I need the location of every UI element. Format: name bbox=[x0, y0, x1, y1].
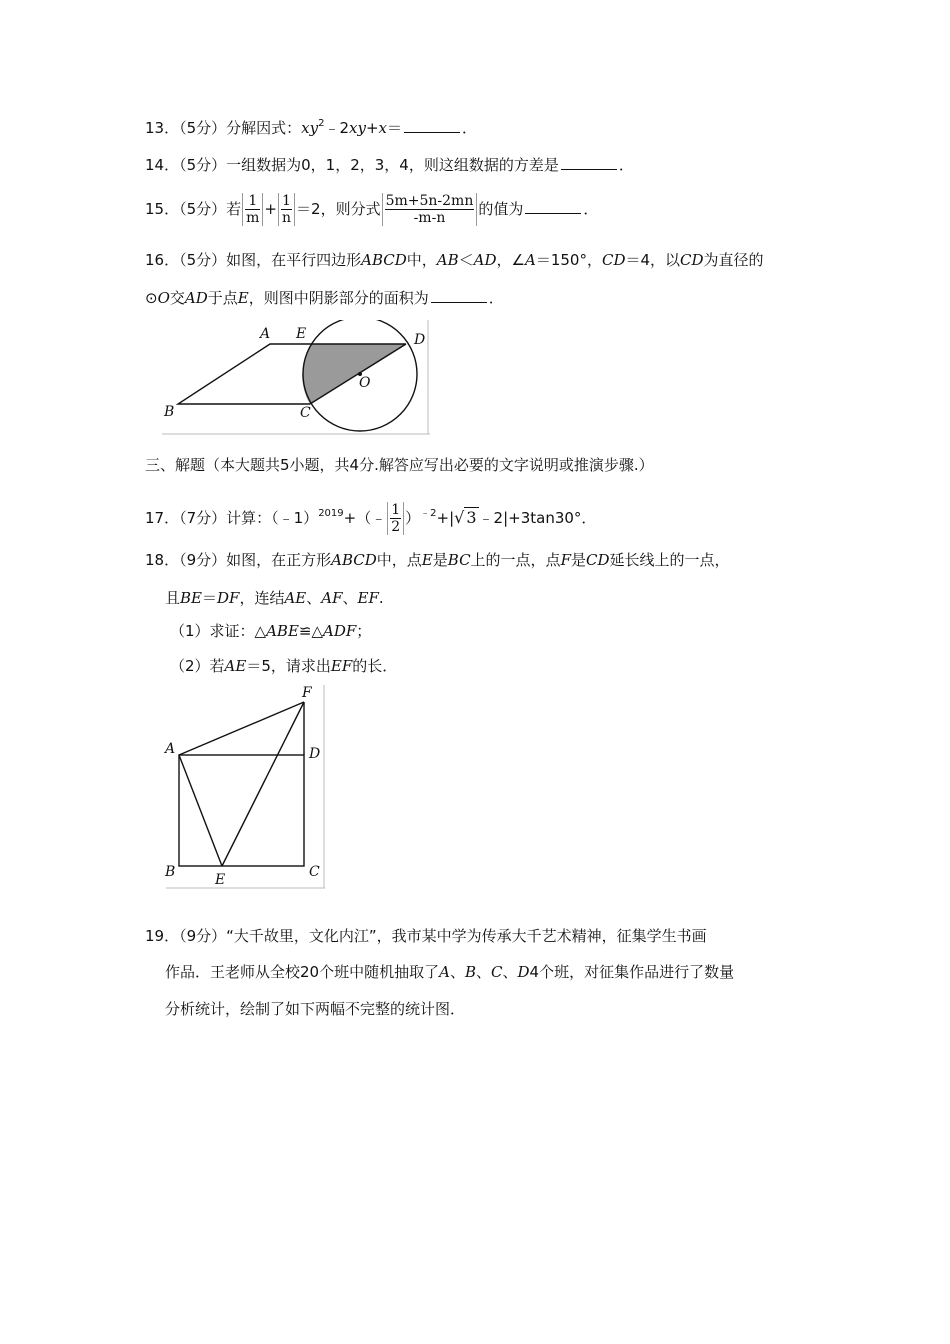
sqrt-3: √ 3 bbox=[454, 508, 477, 527]
svg-text:O: O bbox=[359, 375, 371, 391]
svg-text:C: C bbox=[300, 405, 311, 421]
question-18-line-2: 且BE＝DF，连结AE、AF、EF. bbox=[165, 589, 384, 607]
svg-text:E: E bbox=[215, 872, 226, 888]
fraction-1-over-n: $\frac{1}{n}$ bbox=[278, 193, 295, 226]
q18-number: 18． bbox=[145, 551, 180, 569]
q15-number: 15． bbox=[145, 200, 180, 218]
fraction-expression: $\frac{5m+5n-2mn}{-m-n}$ bbox=[382, 193, 478, 226]
svg-text:B: B bbox=[165, 864, 176, 880]
question-15: 15．（5分）若 $\frac{1}{m}$ + $\frac{1}{n}$ ＝2，则分式 $\frac{5m+5n-2mn}{-m-n}$ 的值为 ． bbox=[145, 193, 599, 226]
answer-blank[interactable] bbox=[404, 118, 460, 133]
answer-blank[interactable] bbox=[561, 155, 617, 170]
section-3-heading: 三、解题（本大题共5小题，共4分.解答应写出必要的文字说明或推演步骤.） bbox=[145, 456, 654, 474]
question-18-line-1: 18．（9分）如图，在正方形ABCD中，点E是BC上的一点，点F是CD延长线上的一点， bbox=[145, 551, 730, 569]
svg-text:C: C bbox=[309, 864, 320, 880]
fraction-1-over-m: $\frac{1}{m}$ bbox=[242, 193, 263, 226]
question-18-part-2: （2）若AE＝5，请求出EF的长． bbox=[170, 657, 398, 675]
svg-text:E: E bbox=[296, 326, 307, 342]
q13-number: 13． bbox=[145, 119, 180, 137]
answer-blank[interactable] bbox=[525, 199, 581, 214]
q16-figure bbox=[160, 320, 435, 442]
q19-number: 19． bbox=[145, 927, 180, 945]
question-16-line-1: 16．（5分）如图，在平行四边形ABCD中，AB＜AD，∠A＝150°，CD＝4，以CD为直径的 bbox=[145, 251, 764, 269]
svg-text:D: D bbox=[414, 332, 426, 348]
svg-text:A: A bbox=[165, 741, 176, 757]
answer-blank[interactable] bbox=[431, 288, 487, 303]
question-14: 14．（5分）一组数据为0，1，2，3，4，则这组数据的方差是 ． bbox=[145, 156, 634, 174]
question-17: 17．（7分）计算：（﹣1）$^{2019}$+（﹣ $\frac{1}{2}$ ）$^{﹣2}$+|√ 3 ﹣2|+3tan30°． bbox=[145, 502, 597, 535]
q14-number: 14． bbox=[145, 156, 180, 174]
question-16-line-2: ⊙O交AD于点E，则图中阴影部分的面积为 ． bbox=[145, 289, 504, 307]
question-18-part-1: （1）求证：△ABE≌△ADF； bbox=[170, 622, 372, 640]
fraction-half: $\frac{1}{2}$ bbox=[387, 502, 404, 535]
q18-figure bbox=[160, 683, 330, 895]
svg-text:A: A bbox=[260, 326, 271, 342]
svg-text:F: F bbox=[302, 685, 312, 701]
svg-text:B: B bbox=[164, 404, 175, 420]
question-13: 13．（5分）分解因式：$xy^2﹣2xy+x=$ ． bbox=[145, 118, 478, 137]
question-19-line-2: 作品．王老师从全校20个班中随机抽取了A、B、C、D4个班，对征集作品进行了数量 bbox=[165, 963, 735, 981]
square-abcd bbox=[179, 755, 304, 866]
question-19-line-3: 分析统计，绘制了如下两幅不完整的统计图． bbox=[165, 1000, 466, 1018]
question-19-line-1: 19．（9分）“大千故里，文化内江”，我市某中学为传承大千艺术精神，征集学生书画 bbox=[145, 927, 707, 945]
q17-number: 17． bbox=[145, 509, 180, 527]
svg-text:D: D bbox=[309, 746, 321, 762]
q16-number: 16． bbox=[145, 251, 180, 269]
